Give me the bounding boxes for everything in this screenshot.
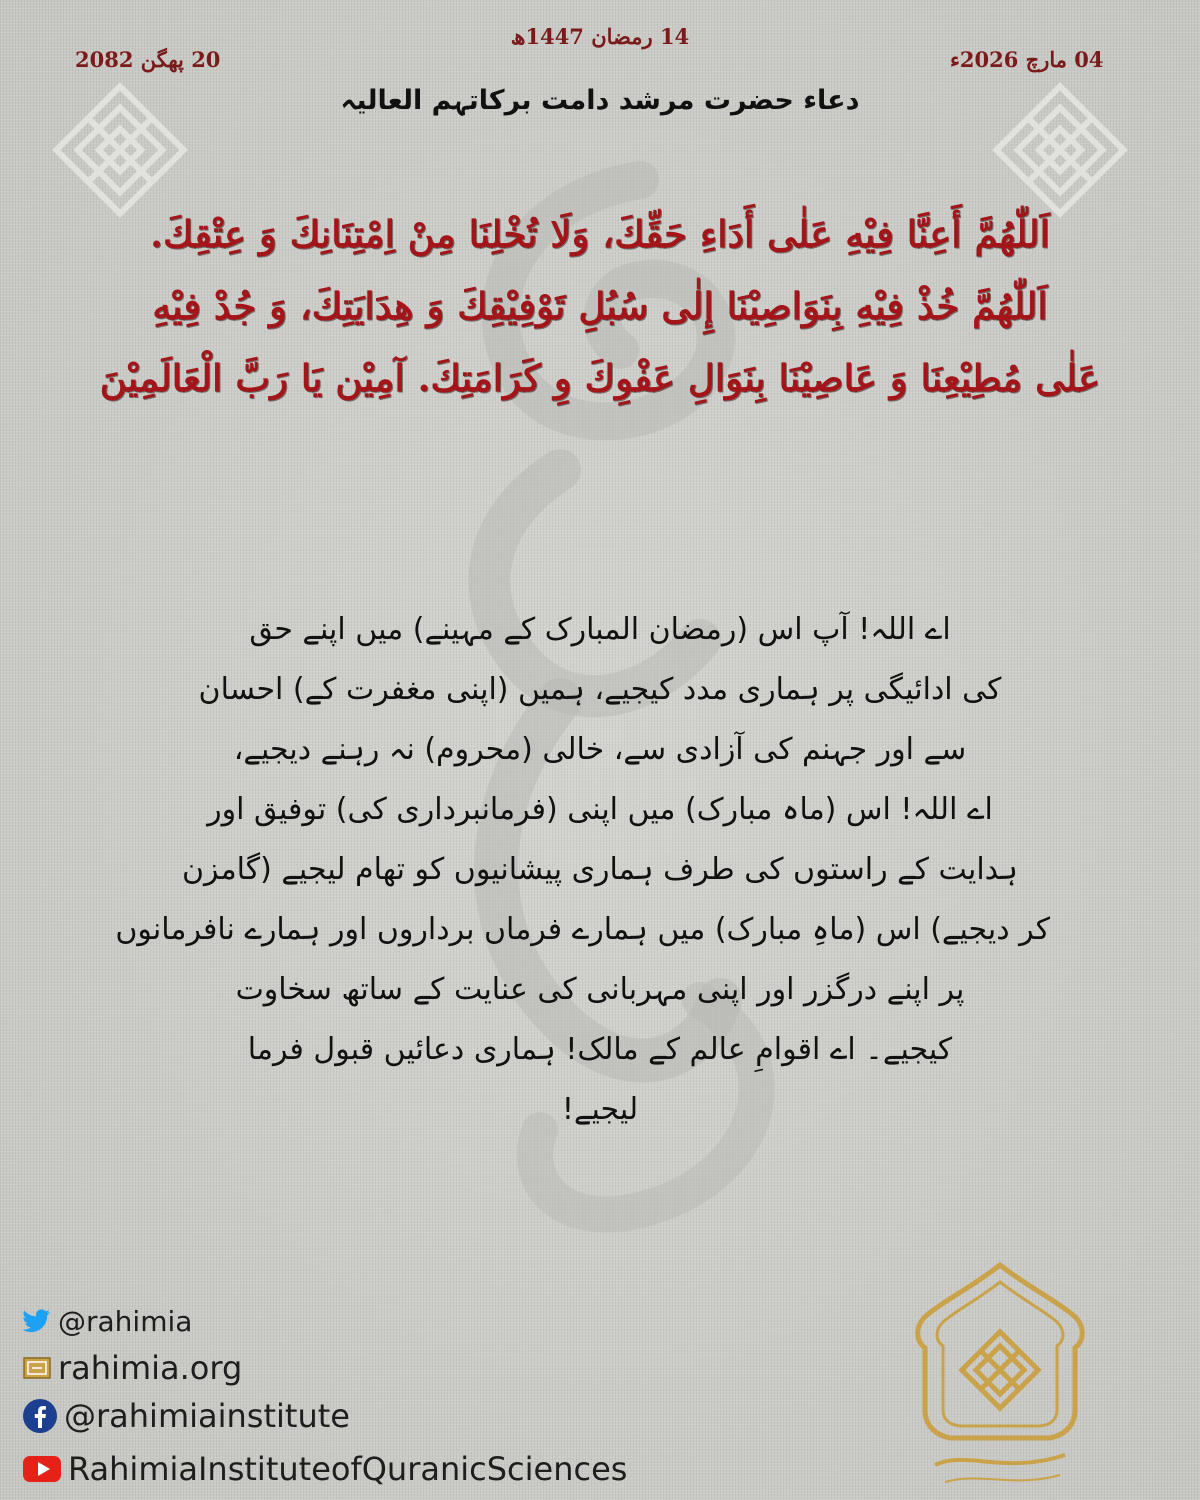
urdu-translation-line: اے اللہ! اس (ماہ مبارک) میں اپنی (فرمانبرداری کی) توفیق اور [207,792,993,827]
twitter-handle: @rahimia [58,1305,193,1338]
youtube-link[interactable] [22,1450,627,1488]
urdu-translation-line: سے اور جہنم کی آزادی سے، خالی (محروم) نہ رہنے دیجیے، [233,732,967,767]
date-gregorian: 04 مارچ 2026ء [950,47,1104,72]
website-url: rahimia.org [58,1349,243,1387]
arabic-dua-line: اَللّٰهُمَّ خُذْ فِيْهِ بِنَوَاصِيْنَا إِلٰى سُبُلِ تَوْفِيْقِكَ وَ هِدَايَتِكَ، وَ جُدْ فِيْهِ [152,284,1048,328]
page-subtitle: دعاء حضرت مرشد دامت برکاتہم العالیہ [340,85,860,116]
arabic-dua [60,198,1140,414]
web-icon [22,1355,52,1381]
date-bikrami: 20 پھگن 2082 [75,47,221,72]
youtube-channel: RahimiaInstituteofQuranicSciences [68,1450,628,1488]
urdu-translation-line: کیجیے۔ اے اقوامِ عالم کے مالک! ہماری دعائیں قبول فرما [247,1032,953,1067]
website-link[interactable] [22,1349,242,1387]
arabic-dua-line: عَلٰى مُطِيْعِنَا وَ عَاصِيْنَا بِنَوَالِ عَفْوِكَ وِ كَرَامَتِكَ. آمِيْن يَا رَبَّ الْعَالَمِيْنَ [99,356,1101,400]
facebook-link[interactable] [22,1397,350,1435]
facebook-handle: @rahimiainstitute [64,1397,350,1435]
urdu-translation-line: پر اپنے درگزر اور اپنی مہربانی کی عنایت کے ساتھ سخاوت [235,972,965,1007]
date-hijri: 14 رمضان 1447ھ [510,24,690,49]
twitter-bird-icon [22,1309,52,1335]
urdu-translation-line: کر دیجیے) اس (ماہِ مبارک) میں ہمارے فرماں برداروں اور ہمارے نافرمانوں [115,912,1050,947]
urdu-translation [115,600,1050,1140]
urdu-translation-line: ہدایت کے راستوں کی طرف ہماری پیشانیوں کو تھام لیجیے (گامزن [182,852,1018,887]
rahimia-institute-logo [905,1260,1095,1495]
twitter-link[interactable] [22,1305,192,1338]
urdu-translation-line: لیجیے! [561,1092,639,1127]
urdu-translation-line: کی ادائیگی پر ہماری مدد کیجیے، ہمیں (اپنی مغفرت کے) احسان [198,672,1002,707]
urdu-translation-line: اے اللہ! آپ اس (رمضان المبارک کے مہینے) میں اپنے حق [249,612,951,647]
youtube-play-icon [22,1455,62,1483]
arabic-dua-line: اَللّٰهُمَّ أَعِنَّا فِيْهِ عَلٰى أَدَاءِ حَقِّكَ، وَلَا تُخْلِنَا مِنْ اِمْتِنَانِكَ وَ عِتْقِكَ. [150,212,1050,256]
facebook-icon [22,1398,58,1434]
